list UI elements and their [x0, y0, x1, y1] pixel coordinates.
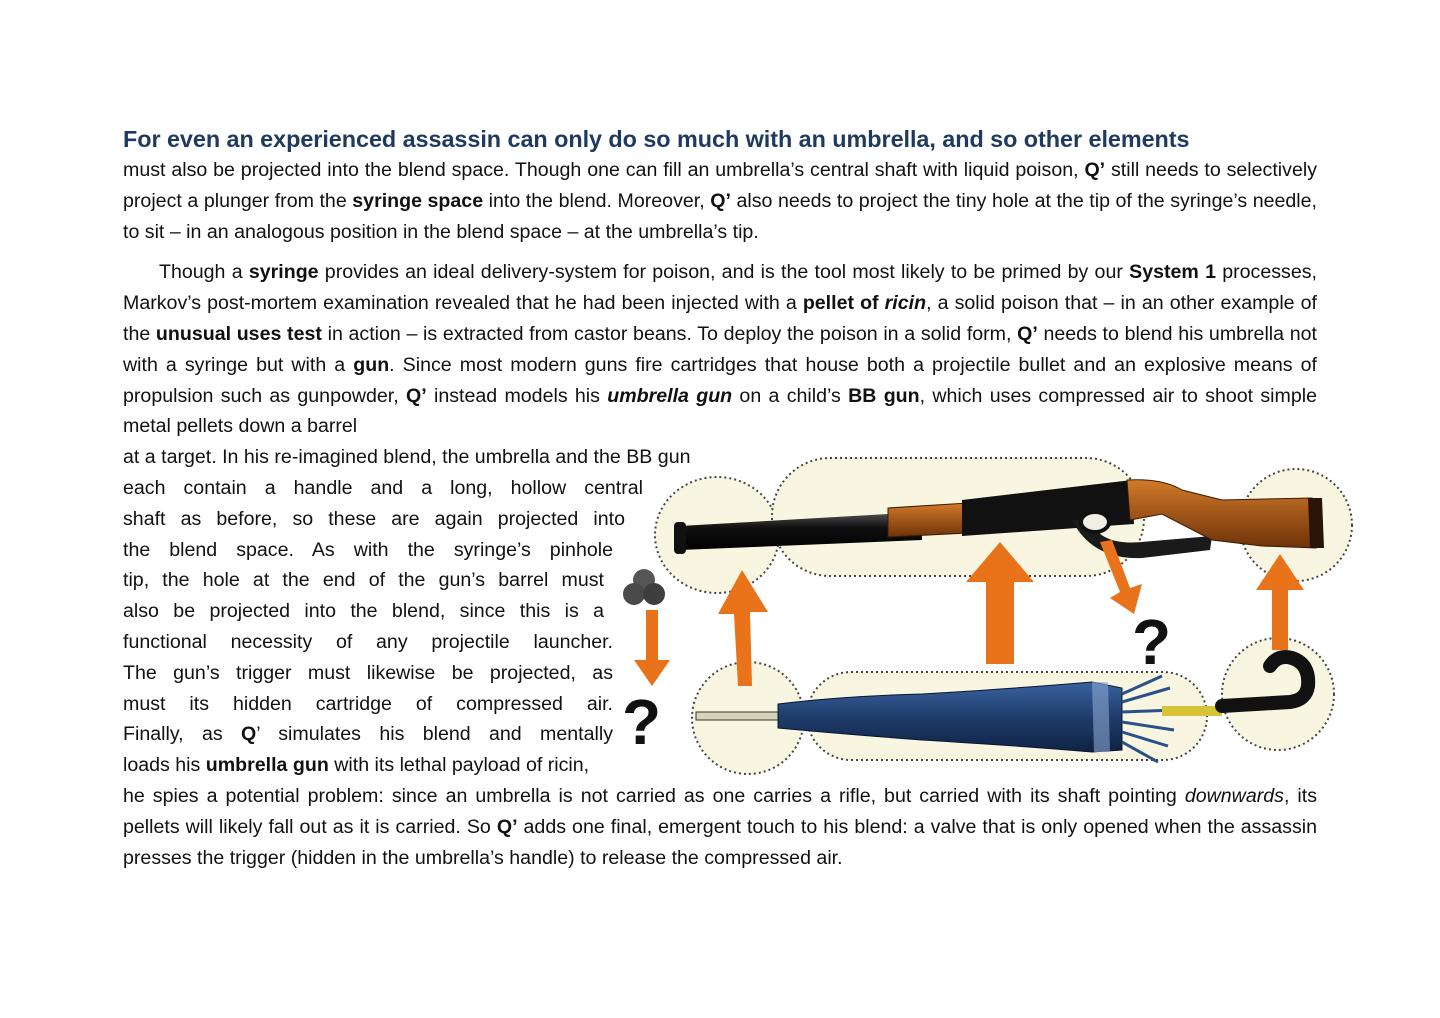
paragraph-2-top [123, 257, 1317, 442]
umbrella-strap [1092, 682, 1110, 752]
term-umbrella-gun: umbrella gun [205, 754, 329, 777]
term-downwards: downwards [1184, 784, 1284, 807]
term-unusual-uses-test: unusual uses test [155, 322, 322, 345]
umbrella-ferrule [696, 712, 786, 720]
gun-forend [888, 503, 968, 537]
trigger-guard [1081, 512, 1109, 532]
text-run: on a child’s [732, 384, 849, 407]
term-syringe-space: syringe space [352, 189, 484, 212]
term-umbrella-gun: umbrella gun [607, 384, 733, 407]
text-run: also needs to project the tiny hole at the tip of the syringe’s needle, to sit – in an analogous position in the blend space – at the umbrella’s tip. [123, 189, 1317, 243]
pellets-icon [623, 569, 665, 605]
term-gun: gun [353, 353, 390, 376]
text-line: The gun’s trigger must likewise be projected, as [123, 661, 613, 684]
text-line: the blend space. As with the syringe’s pinhole [123, 538, 613, 561]
gun-butt-plate [1308, 498, 1324, 548]
text-line: tip, the hole at the end of the gun’s barrel must [123, 569, 604, 592]
text-run: in action – is extracted from castor beans. To deploy the poison in a solid form, [321, 322, 1018, 345]
text-run: , a solid poison that – in an other example of the [123, 292, 1318, 345]
section-heading: For even an experienced assassin can only do so much with an umbrella, and so other elements [123, 126, 1190, 152]
text-run: he spies a potential problem: since an umbrella is not carried as one carries a rifle, but carried with its shaft pointing [123, 784, 1185, 807]
text-line: also be projected into the blend, since this is a [123, 600, 604, 623]
q-label: Q’ [710, 189, 731, 212]
text-run: pellet of [802, 292, 885, 315]
text-line: each contain a handle and a long, hollow central [123, 476, 643, 499]
q-label: Q [241, 723, 257, 746]
text-line: shaft as before, so these are again projected into [123, 507, 625, 530]
text-run: , its pellets will likely fall out as it is carried. So [123, 784, 1318, 838]
text-run: still needs to selectively project a plunger from the [123, 159, 1317, 212]
paragraph-1 [123, 155, 1317, 247]
term-syringe: syringe [248, 261, 319, 284]
term-bb-gun: BB gun [848, 384, 920, 407]
text-run: loads his [123, 754, 206, 777]
question-mark-right: ? [1132, 606, 1172, 678]
text-line: must its hidden cartridge of compressed air. [123, 692, 613, 715]
term-ricin: ricin [884, 292, 927, 315]
text-run: processes, Markov’s post-mortem examination revealed that he had been injected with a [123, 261, 1317, 315]
text-run: , which uses compressed air to shoot simple metal pellets down a barrel [123, 384, 1318, 438]
paragraph-2-end [123, 781, 1317, 873]
text-run: adds one final, emergent touch to his blend: a valve that is only opened when the assassin presses the trigger (hidden in the umbrella’s handle) to release the compressed air. [123, 815, 1318, 869]
text-run: must also be projected into the blend space. Though one can fill an umbrella’s central shaft with liquid poison, [123, 159, 1085, 181]
blend-diagram [622, 450, 1354, 785]
question-mark-left: ? [622, 686, 662, 758]
umbrella-shaft [1162, 706, 1222, 716]
q-label: Q’ [496, 815, 518, 838]
q-label: Q’ [1084, 159, 1106, 181]
text-line [123, 719, 613, 750]
text-run: needs to blend his umbrella not with a syringe but with a [123, 322, 1317, 376]
text-run: ’ simulates his blend and mentally [256, 723, 613, 746]
term-system-1: System 1 [1129, 261, 1216, 284]
text-run: with its lethal payload of ricin, [328, 754, 590, 777]
arrow-pellets-down [634, 610, 670, 686]
q-label: Q’ [406, 384, 427, 407]
q-label: Q’ [1017, 322, 1038, 345]
text-run: . Since most modern guns fire cartridges that house both a projectile bullet and an explosive means of propulsion such as gunpowder, [123, 353, 1317, 407]
text-run: Though a [159, 261, 249, 284]
text-line: at a target. In his re-imagined blend, the umbrella and the BB gun [123, 446, 691, 469]
text-run: instead models his [426, 384, 608, 407]
term-pellet-of-ricin [803, 292, 926, 314]
text-line: functional necessity of any projectile launcher. [123, 630, 613, 653]
text-run: into the blend. Moreover, [483, 189, 711, 212]
text-run: Finally, as [123, 723, 241, 746]
gun-muzzle [674, 522, 686, 554]
text-run: provides an ideal delivery-system for poison, and is the tool most likely to be primed by our [318, 261, 1130, 284]
